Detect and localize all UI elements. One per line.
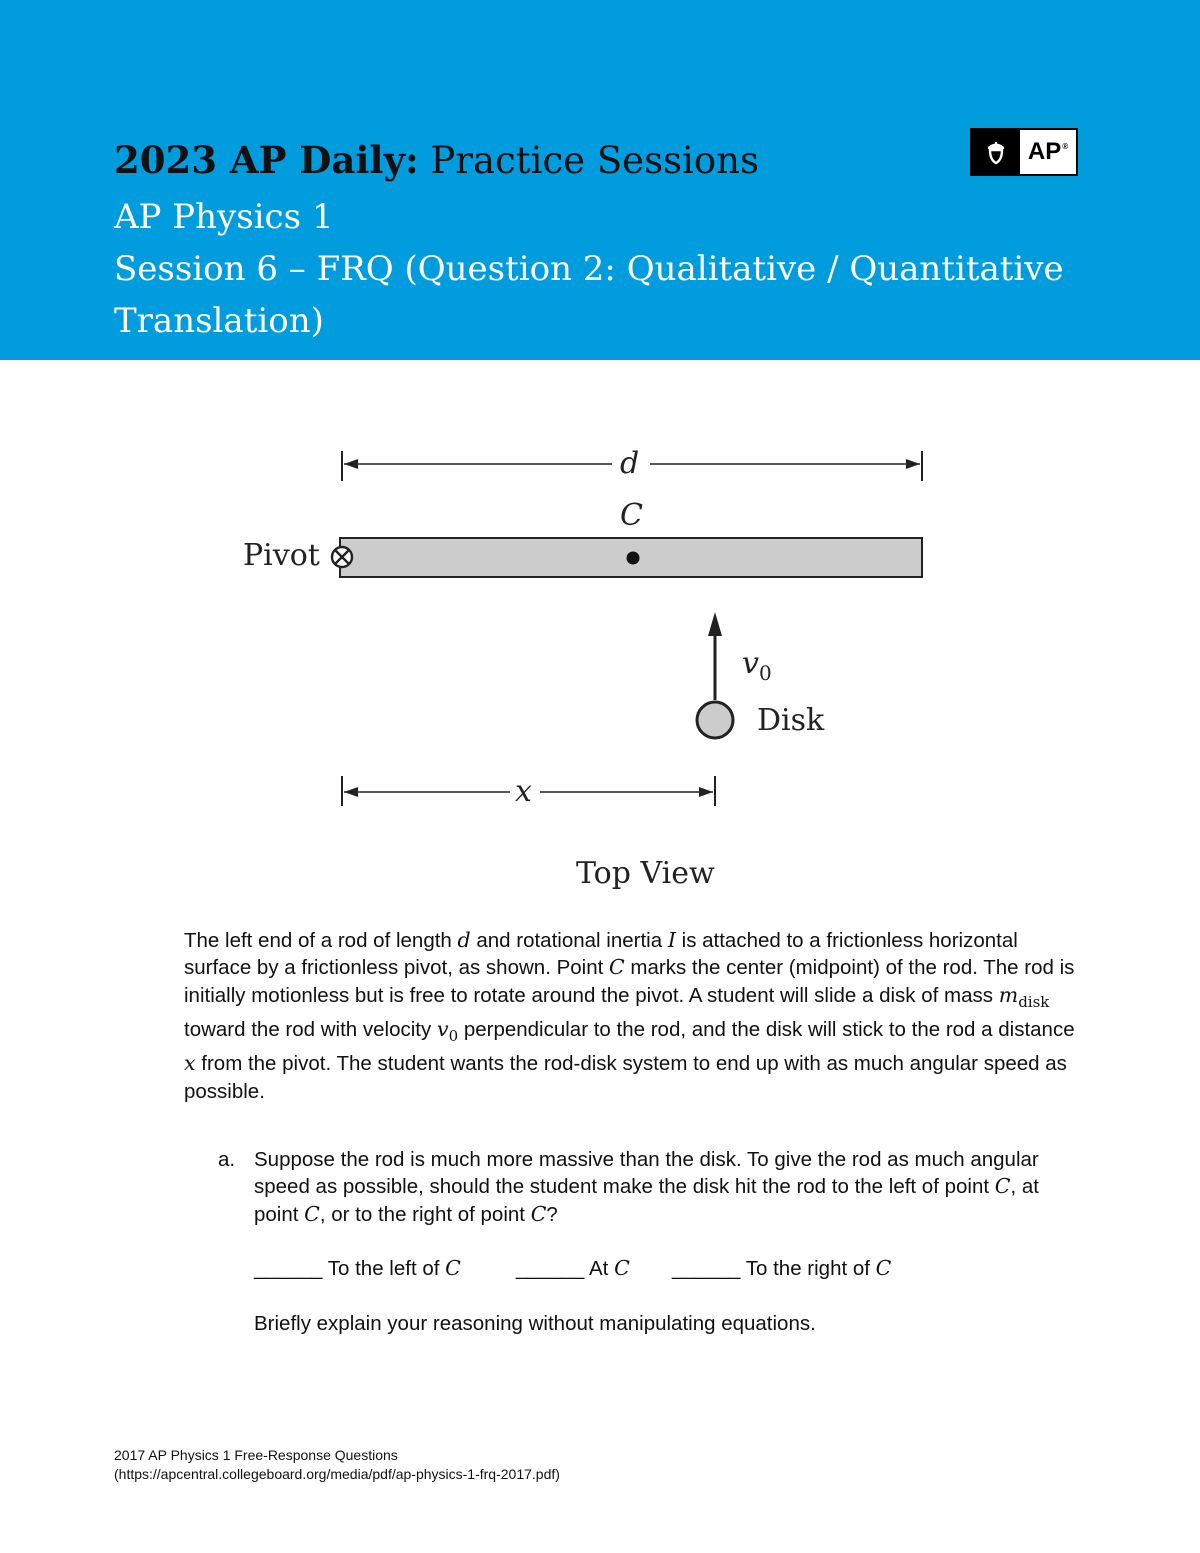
choice-at-c[interactable]: ______ At C [516,1256,630,1280]
header-banner [0,0,1200,360]
velocity-arrow [708,612,722,700]
rod-diagram [0,360,1200,920]
problem-description [184,927,1084,1105]
title-rest: Practice Sessions [430,139,759,182]
session-name: Session 6 – FRQ (Question 2: Qualitative / Quantitative Translation) [114,249,1064,341]
explain-prompt: Briefly explain your reasoning without manipulating equations. [254,1312,816,1335]
var-x: x [184,1051,196,1076]
disk-label: Disk [757,703,825,738]
problem-paragraph: The left end of a rod of length d and rotational inertia I is attached to a frictionless horizontal surface by a frictionless pivot, as shown. Point C marks the center (midpoint) of the rod. The rod is initially motionless but is free to rotate around the pivot. A student will slide a disk of mass $m_{disk}$ toward the rod with velocity $v_0$ perpendicular to the rod, and the disk will stick to the rod a distance x from the pivot. The student wants the rod-disk system to end up with as much angular speed as possible. [184,928,1075,1103]
source-citation [114,1446,560,1484]
figure-caption: Top View [576,856,715,891]
center-point [627,552,640,565]
citation-url: (https://apcentral.collegeboard.org/media/pdf/ap-physics-1-frq-2017.pdf) [114,1466,560,1482]
pivot-icon [332,547,352,567]
disk [697,702,733,738]
question-text: Suppose the rod is much more massive than the disk. To give the rod as much angular speed as possible, should the student make the disk hit the rod to the left of point C, at point C, or to the right of point C? [254,1148,1039,1226]
page-title [114,136,759,185]
velocity-label: $v_0$ [742,646,772,685]
choice-right-of-c[interactable]: ______ To the right of C [672,1256,892,1280]
question-label: a. [218,1148,236,1171]
title-bold: 2023 AP Daily: [114,138,419,182]
logo-text: AP ® [1020,130,1076,174]
acorn-icon [972,130,1020,174]
var-I: I [667,928,676,952]
var-d: d [457,928,471,952]
course-name: AP Physics 1 [114,197,334,237]
center-label: C [620,498,643,533]
var-m-disk: $m_{disk}$ [998,982,1050,1011]
subtitle [114,191,1074,347]
var-v0: $v_0$ [436,1016,459,1046]
distance-label: x [515,774,532,809]
diagram-figure [0,360,1200,920]
registered-mark: ® [1062,141,1069,151]
citation-title: 2017 AP Physics 1 Free-Response Questions [114,1447,398,1463]
velocity-subscript: 0 [758,661,772,685]
ap-logo [970,128,1078,176]
pivot-label: Pivot [243,538,320,573]
choice-left-of-c[interactable]: ______ To the left of C [254,1256,461,1280]
var-C: C [609,955,625,980]
length-label: d [620,446,640,481]
